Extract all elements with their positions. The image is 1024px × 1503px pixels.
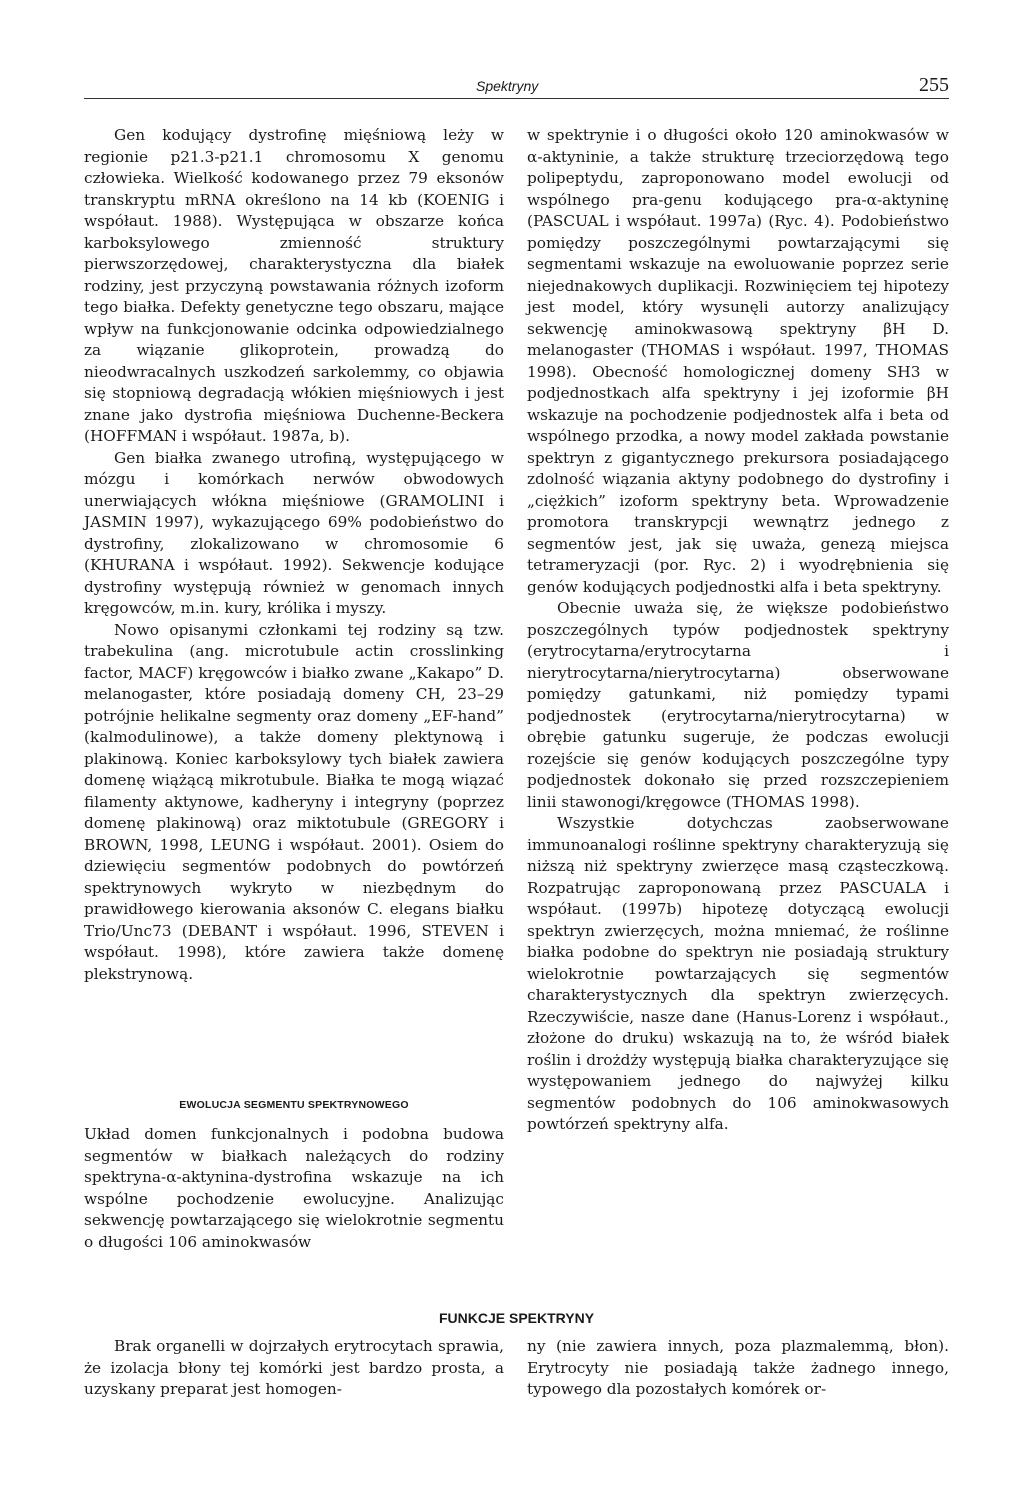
paragraph: Układ domen funkcjonalnych i podobna budowa segmentów w białkach należących do rodziny spektryna-α-aktynina-dystrofina wskazuje na ich wspólne pochodzenie ewolucyjne. Analizując sekwencję powtarzającego się wielokrotnie segmentu o długości 106 aminokwasów	[84, 1125, 504, 1251]
section-heading-evolution: EWOLUCJA SEGMENTU SPEKTRYNOWEGO	[179, 1099, 409, 1111]
section-heading-functions: FUNKCJE SPEKTRYNY	[438, 1310, 595, 1326]
bottom-right-column	[527, 1336, 949, 1401]
running-header	[84, 74, 949, 99]
paragraph: Wszystkie dotychczas zaobserwowane immunoanalogi roślinne spektryny charakteryzują się niższą niż spektryny zwierzęce masą cząsteczkową. Rozpatrując zaproponowaną przez PASCUALA i współaut. (1997b) hipotezę dotyczącą ewolucji spektryn zwierzęcych, można mniemać, że roślinne białka podobne do spektryn nie posiadają struktury wielokrotnie powtarzających się segmentów charakterystycznych dla spektryn zwierzęcych. Rzeczywiście, nasze dane (Hanus-Lorenz i współaut., złożone do druku) wskazują na to, że wśród białek roślin i drożdży występują białka charakteryzujące się występowaniem jednego do najwyżej kilku segmentów podobnych do 106 aminokwasowych powtórzeń spektryny alfa.	[527, 814, 949, 1133]
paragraph: ny (nie zawiera innych, poza plazmalemmą, błon). Erytrocyty nie posiadają także żadnego innego, typowego dla pozostałych komórek or-	[527, 1337, 949, 1398]
bottom-left-column	[84, 1336, 504, 1401]
left-column-section	[84, 1124, 504, 1253]
paragraph: Gen białka zwanego utrofiną, występującego w mózgu i komórkach nerwów obwodowych unerwiających włókna mięśniowe (GRAMOLINI i JASMIN 1997), wykazującego 69% podobieństwo do dystrofiny, zlokalizowano w chromosomie 6 (KHURANA i współaut. 1992). Sekwencje kodujące dystrofiny występują również w genomach innych kręgowców, m.in. kury, królika i myszy.	[84, 448, 504, 617]
paragraph: w spektrynie i o długości około 120 aminokwasów w α-aktyninie, a także strukturę trzeciorzędową tego polipeptydu, zaproponowano model ewolucji od wspólnego pra-genu kodującego pra-α-aktyninę (PASCUAL i współaut. 1997a) (Ryc. 4). Podobieństwo pomiędzy poszczególnymi powtarzającymi się segmentami wskazuje na ewoluowanie poprzez serie niejednakowych duplikacji. Rozwinięciem tej hipotezy jest model, który wysunęli autorzy analizujący sekwencję aminokwasową spektryny βH D. melanogaster (THOMAS i współaut. 1997, THOMAS 1998). Obecność homologicznej domeny SH3 w podjednostkach alfa spektryny i jej izoformie βH wskazuje na pochodzenie podjednostek alfa i beta od wspólnego przodka, a nowy model zakłada powstanie spektryn z gigantycznego prekursora posiadającego zdolność wiązania aktyny podobnego do dystrofiny i „ciężkich” izoform spektryny beta. Wprowadzenie promotora transkrypcji wewnątrz jednego z segmentów jest, jak się uważa, genezą miejsca tetrameryzacji (por. Ryc. 2) i wyodrębnienia się genów kodujących podjednostki alfa i beta spektryny.	[527, 126, 949, 596]
paragraph: Nowo opisanymi członkami tej rodziny są tzw. trabekulina (ang. microtubule actin crosslinking factor, MACF) kręgowców i białko zwane „Kakapo” D. melanogaster, które posiadają domeny CH, 23–29 potrójnie helikalne segmenty oraz domeny „EF-hand” (kalmodulinowe), a także domeny plektynową i plakinową. Koniec karboksylowy tych białek zawiera domenę wiążącą mikrotubule. Białka te mogą wiązać filamenty aktynowe, kadheryny i integryny (poprzez domenę plakinową) oraz miktotubule (GREGORY i BROWN, 1998, LEUNG i współaut. 2001). Osiem do dziewięciu segmentów podobnych do powtórzeń spektrynowych wykryto w niezbędnym do prawidłowego kierowania aksonów C. elegans białku Trio/Unc73 (DEBANT i współaut. 1996, STEVEN i współaut. 1998), które zawiera także domenę plekstrynową.	[84, 620, 504, 983]
left-column	[84, 125, 504, 985]
running-title: Spektryny	[476, 78, 539, 94]
paragraph: Obecnie uważa się, że większe podobieństwo poszczególnych typów podjednostek spektryny (erytrocytarna/erytrocytarna i nierytrocytarna/nierytrocytarna) obserwowane pomiędzy gatunkami, niż pomiędzy typami podjednostek (erytrocytarna/nierytrocytarna) w obrębie gatunku sugeruje, że podczas ewolucji rozejście się genów kodujących poszczególne typy podjednostek dokonało się przed rozszczepieniem linii stawonogi/kręgowce (THOMAS 1998).	[527, 599, 949, 811]
paragraph: Gen kodujący dystrofinę mięśniową leży w regionie p21.3-p21.1 chromosomu X genomu człowieka. Wielkość kodowanego przez 79 eksonów transkryptu mRNA określono na 14 kb (KOENIG i współaut. 1988). Występująca w obszarze końca karboksylowego zmienność struktury pierwszorzędowej, charakterystyczna dla białek rodziny, jest przyczyną powstawania różnych izoform tego białka. Defekty genetyczne tego obszaru, mające wpływ na funkcjonowanie odcinka odpowiedzialnego za wiązanie glikoprotein, prowadzą do nieodwracalnych uszkodzeń sarkolemmy, co objawia się stopniową degradacją włókien mięśniowych i jest znane jako dystrofia mięśniowa Duchenne-Beckera (HOFFMAN i współaut. 1987a, b).	[84, 126, 504, 445]
page-number: 255	[919, 74, 949, 96]
right-column	[527, 125, 949, 1136]
paragraph: Brak organelli w dojrzałych erytrocytach sprawia, że izolacja błony tej komórki jest bardzo prosta, a uzyskany preparat jest homogen-	[84, 1337, 504, 1398]
